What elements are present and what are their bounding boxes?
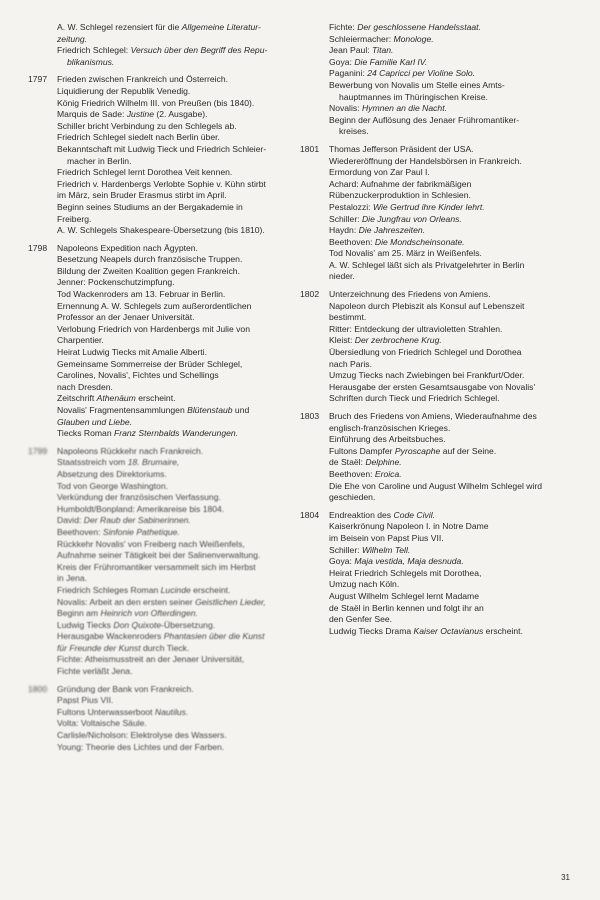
event-text: Rübenzuckerproduktion in Schlesien.: [329, 190, 471, 201]
event-line: [57, 98, 296, 110]
event-text: Jenner: Pockenschutzimpfung.: [57, 277, 175, 288]
event-text: Fichte: Atheismusstreit an der Jenaer Universität,: [57, 654, 245, 665]
event-text: Professor an der Jenaer Universität.: [57, 312, 195, 323]
event-line: [57, 707, 296, 719]
event-line: [329, 301, 578, 313]
event-line: [329, 614, 578, 626]
event-text: Marquis de Sade:: [57, 109, 127, 120]
event-text: Ludwig Tiecks: [57, 619, 114, 630]
event-text: kreises.: [339, 126, 369, 137]
event-title: 18. Brumaire,: [127, 457, 180, 468]
event-line: [57, 515, 296, 527]
event-title: für Freunde der Kunst: [57, 642, 141, 653]
event-title: Allgemeine Literatur-: [181, 22, 261, 32]
event-title: Wilhelm Tell.: [361, 544, 411, 555]
event-line: [329, 423, 578, 435]
event-line: [329, 115, 578, 127]
year-label: 1803: [300, 411, 320, 421]
event-line: [57, 156, 296, 168]
event-text: Endreaktion des: [329, 509, 394, 520]
event-title: Code Civil.: [393, 509, 436, 520]
event-text: Charpentier.: [57, 335, 104, 346]
event-text: Paganini:: [329, 68, 368, 79]
event-text: Fichte verläßt Jena.: [57, 666, 133, 677]
event-title: Titan.: [372, 45, 394, 56]
event-title: Heinrich von Ofterdingen.: [100, 608, 198, 619]
event-line: [57, 86, 296, 98]
event-line: [57, 109, 296, 121]
event-line: [329, 214, 578, 226]
event-line: [329, 190, 578, 202]
event-text: Herausgabe Wackenroders: [57, 631, 164, 642]
event-line: [329, 237, 578, 249]
event-text: englisch-französischen Krieges.: [329, 422, 451, 433]
event-line: [57, 243, 296, 255]
event-line: [57, 132, 296, 144]
event-line: [329, 225, 578, 237]
event-line: [57, 481, 296, 493]
event-line: [329, 579, 578, 591]
event-line: [329, 556, 578, 568]
year-label: 1801: [300, 143, 320, 154]
event-title: Sinfonie Pathetique.: [102, 526, 180, 537]
chronology-entry: [28, 446, 296, 678]
event-text: Napoleons Expedition nach Ägypten.: [57, 242, 198, 253]
event-title: Glauben und Liebe.: [57, 416, 133, 427]
event-text: Beginn seines Studiums an der Bergakademie in: [57, 201, 243, 212]
event-line: [57, 405, 296, 417]
event-text: de Staël:: [329, 457, 366, 468]
event-line: [57, 446, 296, 458]
event-text: Schleiermacher:: [329, 33, 394, 44]
event-line: [57, 289, 296, 301]
event-title: Wie Gertrud ihre Kinder lehrt.: [372, 201, 485, 212]
year-label: 1802: [300, 289, 320, 300]
event-text-suffix: erscheint.: [135, 393, 176, 404]
event-line: [329, 335, 578, 347]
event-text: Die Ehe von Caroline und August Wilhelm Schlegel wird: [329, 480, 543, 491]
event-text: Verkündung der französischen Verfassung.: [57, 492, 221, 503]
event-text: Schiller:: [329, 544, 362, 555]
event-line: [57, 492, 296, 504]
event-title: Justine: [126, 109, 154, 120]
event-text: Ritter: Entdeckung der ultravioletten Strahlen.: [329, 323, 503, 334]
event-text: Kleist:: [329, 335, 355, 346]
event-line: [57, 22, 296, 34]
event-text: Thomas Jefferson Präsident der USA.: [329, 143, 474, 154]
event-line: [57, 57, 296, 69]
event-line: [329, 312, 578, 324]
right-column: [300, 22, 578, 643]
event-text: macher in Berlin.: [67, 155, 132, 166]
year-label: 1798: [28, 242, 48, 253]
event-title: Der Raub der Sabinerinnen.: [83, 515, 191, 526]
event-text: Heirat Ludwig Tiecks mit Amalie Alberti.: [57, 347, 207, 358]
event-line: [57, 562, 296, 574]
event-text: de Staël in Berlin kennen und folgt ihr an: [329, 602, 484, 613]
event-text: Frieden zwischen Frankreich und Österreich.: [57, 74, 228, 85]
event-line: [57, 666, 296, 678]
event-line: [57, 324, 296, 336]
event-text: Goya:: [329, 56, 355, 67]
event-title: Die Jungfrau von Orleans.: [361, 213, 462, 224]
event-line: [329, 126, 578, 138]
event-line: [57, 277, 296, 289]
event-text: Beethoven:: [329, 468, 375, 479]
event-text: Liquidierung der Republik Venedig.: [57, 85, 191, 96]
event-text: Friedrich v. Hardenbergs Verlobte Sophie v. Kühn stirbt: [57, 178, 266, 189]
event-text-suffix: auf der Seine.: [440, 445, 497, 456]
event-line: [329, 103, 578, 115]
event-line: [57, 539, 296, 551]
event-title: zeitung.: [57, 33, 88, 44]
event-line: [329, 144, 578, 156]
event-line: [57, 144, 296, 156]
event-text: August Wilhelm Schlegel lernt Madame: [329, 590, 479, 601]
event-line: [57, 684, 296, 696]
event-text: nieder.: [329, 271, 355, 282]
event-text: Friedrich Schlegel lernt Dorothea Veit kennen.: [57, 167, 233, 178]
event-title: Geistlichen Lieder,: [195, 596, 266, 607]
event-line: [57, 254, 296, 266]
event-text-suffix: erscheint.: [190, 584, 231, 595]
event-title: Athenäum: [96, 393, 136, 404]
event-title: Hymnen an die Nacht.: [361, 103, 447, 114]
event-text: Absetzung des Direktoriums.: [57, 468, 167, 479]
event-line: [57, 190, 296, 202]
event-line: [329, 521, 578, 533]
event-line: [329, 568, 578, 580]
event-title: Nautilus.: [154, 706, 189, 717]
event-title: Lucinde: [160, 584, 191, 595]
event-text: David:: [57, 515, 84, 526]
event-text: Bekanntschaft mit Ludwig Tieck und Friedrich Schleier-: [57, 143, 267, 154]
event-line: [329, 469, 578, 481]
event-line: [329, 510, 578, 522]
event-line: [57, 608, 296, 620]
event-text: Heirat Friedrich Schlegels mit Dorothea,: [329, 567, 482, 578]
event-text: Beginn der Auflösung des Jenaer Frühromantiker-: [329, 114, 520, 125]
event-text: Fultons Dampfer: [329, 445, 395, 456]
chronology-entry: [300, 22, 578, 138]
event-line: [57, 550, 296, 562]
event-line: [57, 417, 296, 429]
event-title: blikanismus.: [67, 56, 115, 67]
event-line: [329, 248, 578, 260]
event-line: [57, 527, 296, 539]
event-text: A. W. Schlegels Shakespeare-Übersetzung (bis 1810).: [57, 225, 265, 236]
event-text: Herausgabe der ersten Gesamtsausgabe von Novalis': [329, 381, 536, 392]
year-label: 1797: [28, 74, 48, 85]
event-text: Zeitschrift: [57, 393, 97, 404]
event-title: Versuch über den Begriff des Repu-: [130, 45, 268, 56]
event-line: [329, 179, 578, 191]
left-column: [28, 22, 296, 759]
event-text-suffix: und: [232, 405, 250, 415]
event-text: Carlisle/Nicholson: Elektrolyse des Wassers.: [57, 730, 227, 741]
event-text: Friedrich Schlegel:: [57, 45, 131, 56]
event-text: geschieden.: [329, 492, 376, 503]
event-line: [57, 620, 296, 632]
event-title: Monologe.: [393, 33, 434, 44]
event-line: [329, 481, 578, 493]
event-line: [57, 167, 296, 179]
event-line: [57, 359, 296, 371]
event-text: in Jena.: [57, 573, 88, 584]
event-line: [57, 266, 296, 278]
event-title: 24 Capricci per Violine Solo.: [367, 68, 476, 79]
event-line: [329, 80, 578, 92]
event-text: Umzug nach Köln.: [329, 579, 400, 590]
event-text: Schiller bricht Verbindung zu den Schlegels ab.: [57, 120, 237, 131]
event-line: [57, 597, 296, 609]
chronology-entry: [28, 243, 296, 440]
event-text: Staatsstreich vom: [57, 457, 128, 468]
event-text: nach Paris.: [329, 358, 372, 369]
event-line: [57, 742, 296, 754]
event-text: den Genfer See.: [329, 614, 393, 625]
event-text: Wiedereröffnung der Handelsbörsen in Frankreich.: [329, 155, 522, 166]
event-line: [57, 225, 296, 237]
event-title: Phantasien über die Kunst: [163, 631, 265, 642]
event-line: [329, 167, 578, 179]
event-title: Der geschlossene Handelsstaat.: [357, 22, 481, 32]
event-text: Friedrich Schleges Roman: [57, 584, 161, 595]
event-text: Besetzung Neapels durch französische Truppen.: [57, 254, 243, 265]
event-text: Ermordung von Zar Paul I.: [329, 167, 430, 178]
event-text: A. W. Schlegel läßt sich als Privatgelehrter in Berlin: [329, 259, 525, 270]
event-title: Die Familie Karl IV.: [354, 56, 428, 67]
event-title: Der zerbrochene Krug.: [354, 335, 442, 346]
event-line: [329, 492, 578, 504]
event-title: Kaiser Octavianus: [413, 625, 484, 636]
event-line: [329, 533, 578, 545]
event-text: Jean Paul:: [329, 45, 372, 56]
event-text-suffix: durch Tieck.: [140, 642, 190, 653]
chronology-entry: [300, 510, 578, 638]
event-text: Papst Pius VII.: [57, 695, 114, 706]
event-title: Pyroscaphe: [394, 445, 441, 456]
event-text: Freiberg.: [57, 213, 92, 224]
event-text: Novalis:: [329, 103, 362, 114]
event-line: [57, 214, 296, 226]
year-label: 1800: [28, 683, 48, 694]
event-text: König Friedrich Wilhelm III. von Preußen (bis 1840).: [57, 97, 255, 108]
event-text: A. W. Schlegel rezensiert für die: [57, 22, 182, 32]
event-line: [329, 202, 578, 214]
event-line: [57, 428, 296, 440]
event-line: [329, 370, 578, 382]
chronology-entry: [300, 289, 578, 405]
year-label: 1804: [300, 509, 320, 520]
event-line: [329, 603, 578, 615]
event-text: bestimmt.: [329, 312, 367, 323]
event-text: Napoleon durch Plebiszit als Konsul auf Lebenszeit: [329, 300, 525, 311]
event-title: Delphine.: [365, 457, 402, 468]
event-text: Humboldt/Bonpland: Amerikareise bis 1804.: [57, 503, 225, 514]
event-line: [329, 626, 578, 638]
chronology-entry: [28, 74, 296, 236]
event-text: im März, sein Bruder Erasmus stirbt im April.: [57, 190, 227, 201]
event-line: [57, 312, 296, 324]
event-text-suffix: (2. Ausgabe).: [153, 109, 208, 120]
event-text: Tod von George Washington.: [57, 480, 168, 491]
event-title: Maja vestida, Maja desnuda.: [354, 556, 464, 567]
event-line: [329, 591, 578, 603]
event-text: Carolines, Novalis', Fichtes und Schellings: [57, 370, 219, 381]
year-label: 1799: [28, 445, 48, 456]
page-number: 31: [561, 873, 570, 882]
event-text: Volta: Voltaische Säule.: [57, 718, 147, 729]
event-text: Kaiserkrönung Napoleon I. in Notre Dame: [329, 521, 489, 532]
event-text: Napoleons Rückkehr nach Frankreich.: [57, 445, 204, 456]
event-line: [57, 631, 296, 643]
event-line: [57, 585, 296, 597]
event-line: [57, 370, 296, 382]
chronology-entry: [300, 411, 578, 504]
event-line: [57, 469, 296, 481]
event-line: [329, 34, 578, 46]
event-line: [329, 260, 578, 272]
event-line: [57, 457, 296, 469]
event-text: Fultons Unterwasserboot: [57, 706, 155, 717]
event-text: Bildung der Zweiten Koalition gegen Frankreich.: [57, 265, 240, 276]
event-text: Tod Wackenroders am 13. Februar in Berlin.: [57, 289, 226, 300]
event-title: Eroica.: [374, 468, 402, 479]
event-line: [57, 34, 296, 46]
event-text: Bruch des Friedens von Amiens, Wiederaufnahme des: [329, 411, 537, 421]
event-line: [57, 121, 296, 133]
event-line: [57, 654, 296, 666]
event-line: [57, 347, 296, 359]
event-line: [57, 643, 296, 655]
event-line: [329, 457, 578, 469]
event-text: Novalis' Fragmentensammlungen: [57, 405, 188, 415]
event-line: [329, 382, 578, 394]
event-text: Kreis der Frühromantiker versammelt sich im Herbst: [57, 561, 256, 572]
event-text: Achard: Aufnahme der fabrikmäßigen: [329, 178, 472, 189]
event-text-suffix: erscheint.: [483, 625, 523, 636]
event-line: [57, 45, 296, 57]
event-text: Novalis: Arbeit an den ersten seiner: [57, 596, 196, 607]
event-line: [57, 573, 296, 585]
event-text: Goya:: [329, 556, 355, 567]
event-line: [57, 695, 296, 707]
event-line: [329, 545, 578, 557]
event-line: [329, 57, 578, 69]
event-text: Beginn am: [57, 608, 101, 619]
event-text: Tod Novalis' am 25. März in Weißenfels.: [329, 248, 482, 259]
event-line: [329, 92, 578, 104]
event-text: Gemeinsame Sommerreise der Brüder Schlegel,: [57, 358, 243, 369]
event-title: Franz Sternbalds Wanderungen.: [114, 428, 239, 439]
event-line: [57, 74, 296, 86]
event-line: [329, 446, 578, 458]
event-text: Schiller:: [329, 213, 362, 224]
event-line: [329, 22, 578, 34]
event-line: [57, 393, 296, 405]
event-line: [329, 324, 578, 336]
event-text: Schriften durch Tieck und Friedrich Schlegel.: [329, 393, 500, 404]
event-line: [329, 393, 578, 405]
event-text: nach Dresden.: [57, 381, 113, 392]
event-text: hauptmannes im Thüringischen Kreise.: [339, 91, 488, 102]
event-text: Fichte:: [329, 22, 358, 32]
event-line: [329, 156, 578, 168]
chronology-entry: [300, 144, 578, 283]
event-line: [57, 301, 296, 313]
event-text: Friedrich Schlegel siedelt nach Berlin über.: [57, 132, 220, 143]
event-line: [329, 289, 578, 301]
event-title: Don Quixote: [113, 619, 162, 630]
event-title: Blütenstaub: [187, 405, 233, 415]
event-line: [57, 504, 296, 516]
event-text: Tiecks Roman: [57, 428, 114, 439]
event-line: [329, 68, 578, 80]
event-text: Bewerbung von Novalis um Stelle eines Amts-: [329, 79, 505, 90]
event-text: Umzug Tiecks nach Zwiebingen bei Frankfurt/Oder.: [329, 370, 525, 381]
event-text: Young: Theorie des Lichtes und der Farben.: [57, 741, 225, 752]
event-text: Einführung des Arbeitsbuches.: [329, 434, 446, 445]
event-text: Ernennung A. W. Schlegels zum außerordentlichen: [57, 300, 252, 311]
chronology-entry: [28, 22, 296, 68]
event-title: Die Mondscheinsonate.: [374, 236, 465, 247]
event-line: [329, 411, 578, 423]
event-text: Beethoven:: [57, 526, 103, 537]
event-line: [329, 359, 578, 371]
event-text: Rückkehr Novalis' von Freiberg nach Weißenfels,: [57, 538, 245, 549]
event-line: [57, 179, 296, 191]
event-text: Ludwig Tiecks Drama: [329, 625, 414, 636]
event-text: Verlobung Friedrich von Hardenbergs mit Julie von: [57, 323, 250, 334]
event-text: Aufnahme seiner Tätigkeit bei der Salinenverwaltung.: [57, 550, 261, 561]
event-title: Die Jahreszeiten.: [358, 225, 426, 236]
event-text-suffix: -Übersetzung.: [161, 619, 216, 630]
event-text: Pestalozzi:: [329, 201, 373, 212]
event-line: [57, 202, 296, 214]
event-line: [329, 434, 578, 446]
event-text: im Beisein von Papst Pius VII.: [329, 532, 444, 543]
event-line: [329, 45, 578, 57]
chronology-entry: [28, 684, 296, 754]
event-text: Unterzeichnung des Friedens von Amiens.: [329, 289, 491, 300]
event-line: [57, 335, 296, 347]
event-line: [329, 271, 578, 283]
event-line: [329, 347, 578, 359]
event-text: Übersiedlung von Friedrich Schlegel und Dorothea: [329, 347, 522, 358]
event-text: Haydn:: [329, 225, 359, 236]
event-line: [57, 382, 296, 394]
event-line: [57, 718, 296, 730]
event-line: [57, 730, 296, 742]
event-text: Beethoven:: [329, 236, 375, 247]
event-text: Gründung der Bank von Frankreich.: [57, 683, 194, 694]
